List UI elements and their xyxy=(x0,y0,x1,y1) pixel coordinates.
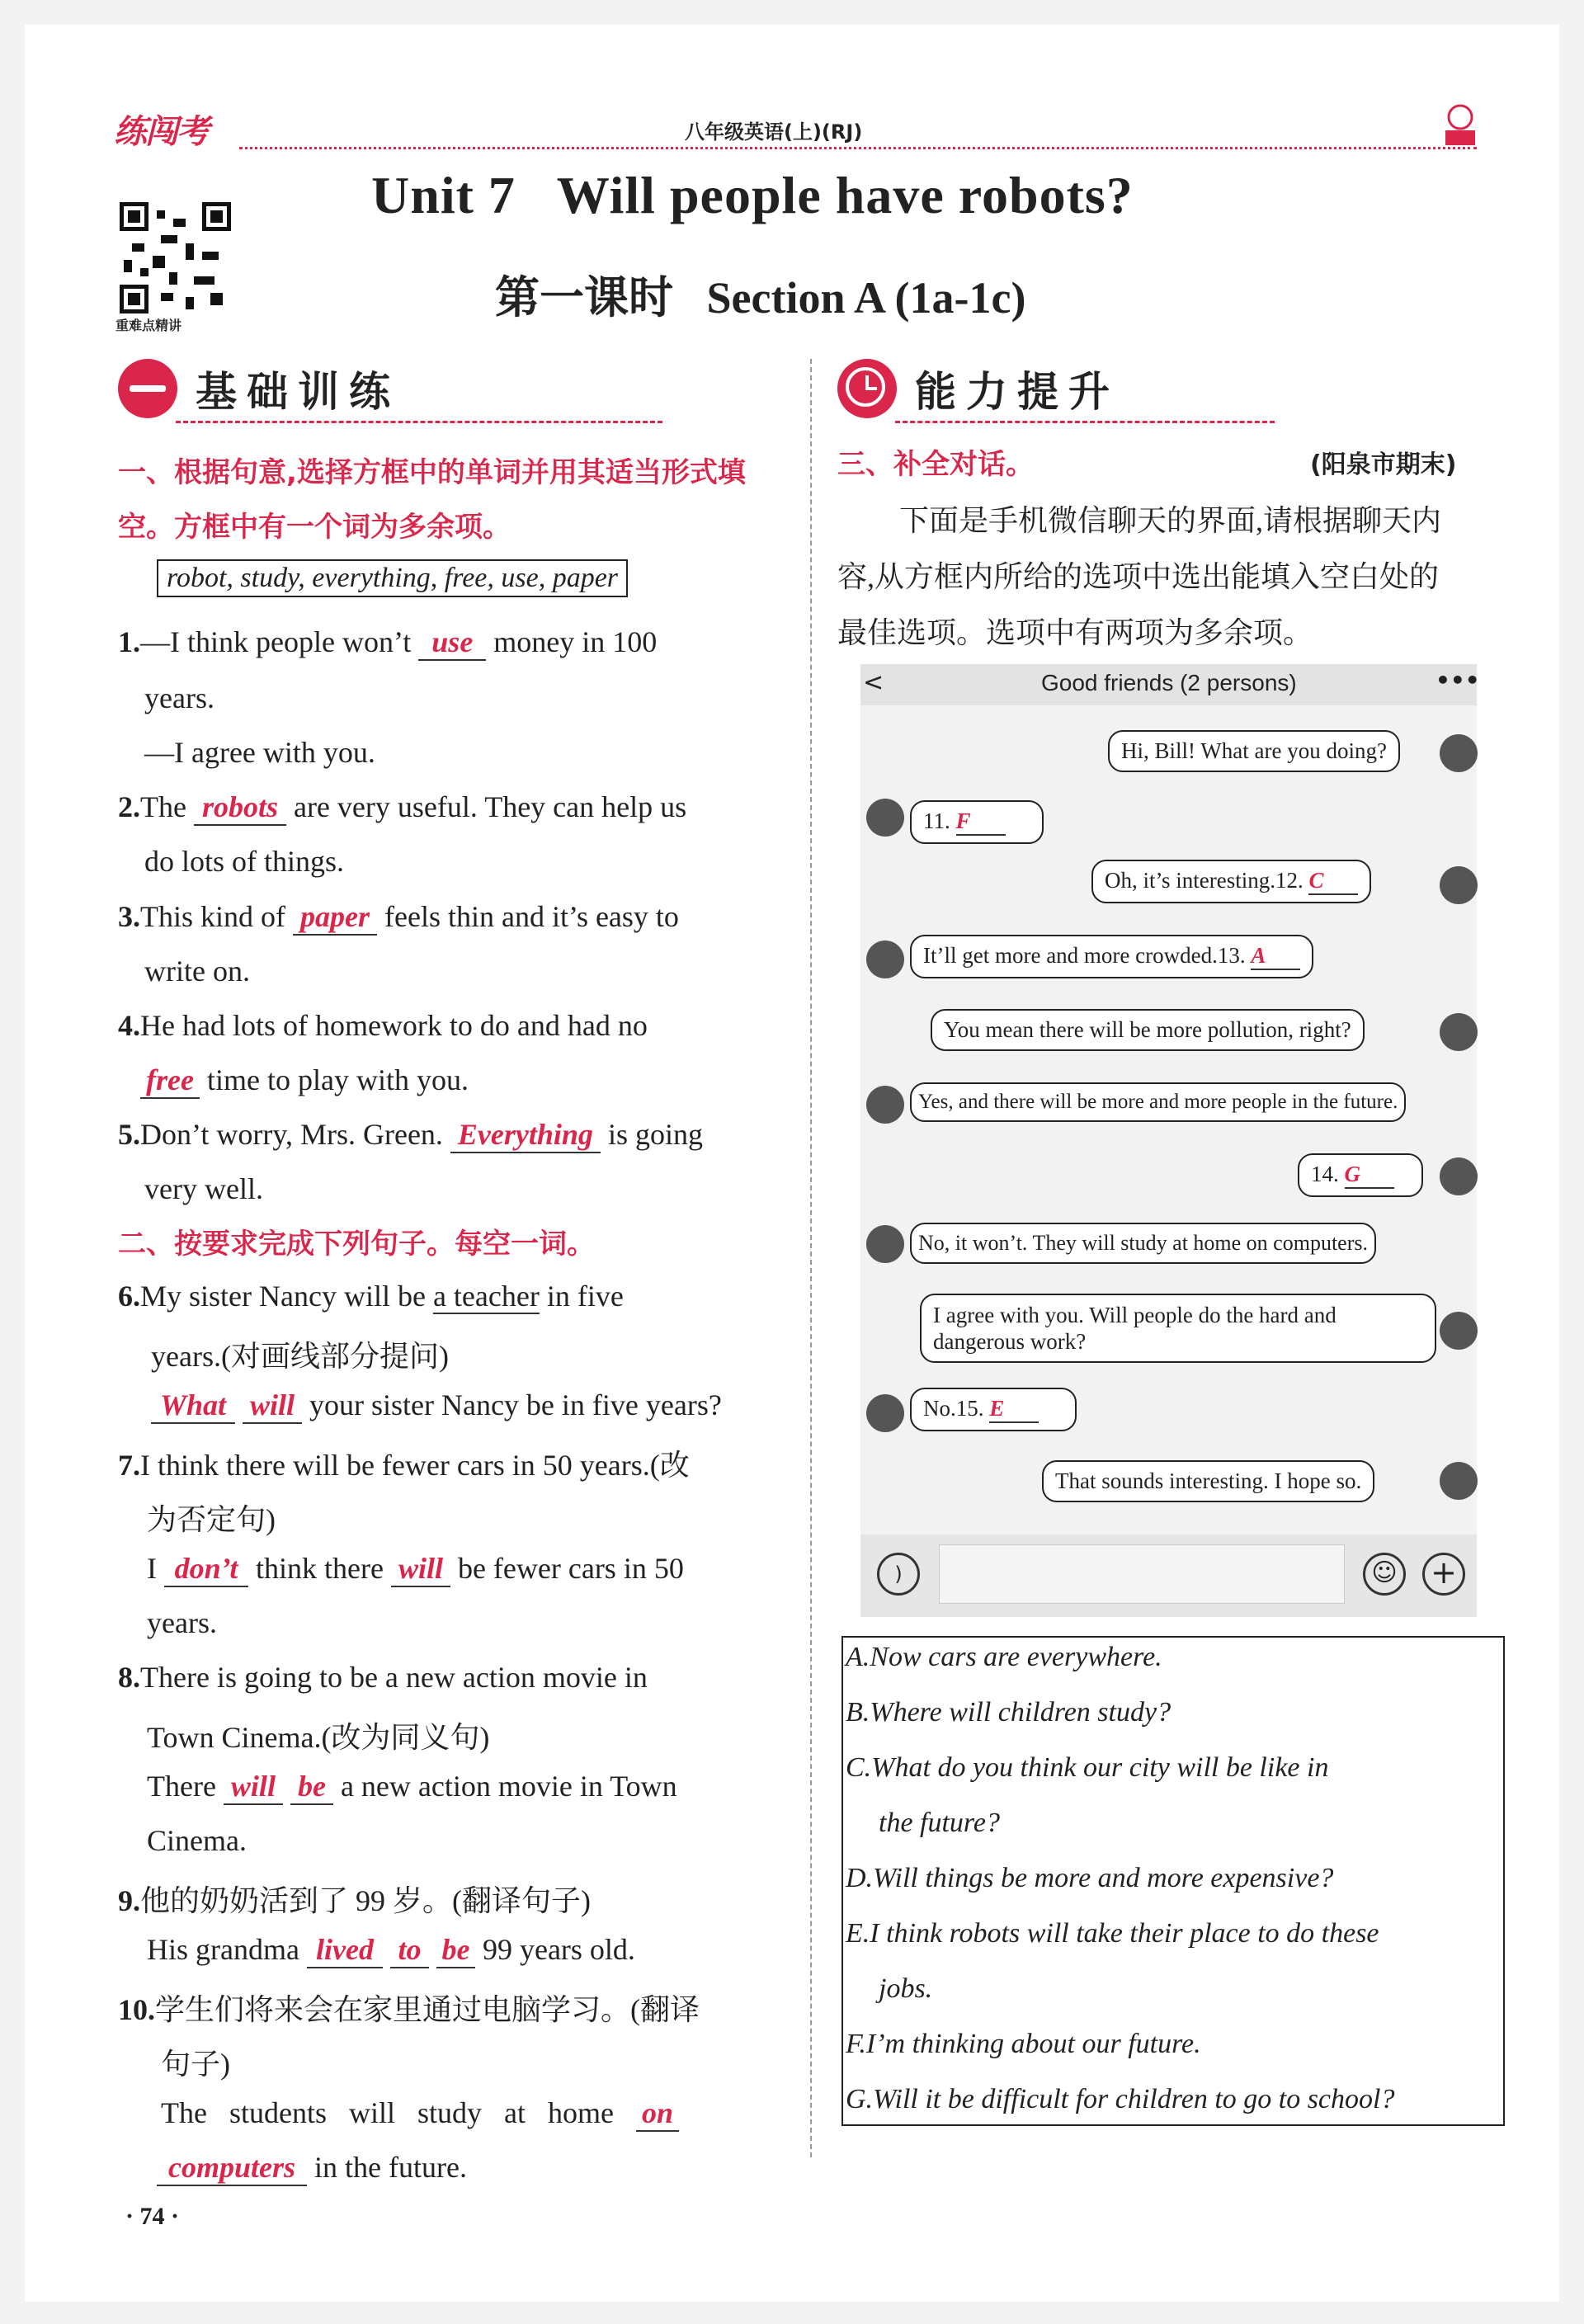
more-icon[interactable]: ••• xyxy=(1436,667,1480,694)
item-7-line2: 为否定句) xyxy=(147,1503,276,1536)
option-e: E.I think robots will take their place to do these xyxy=(846,1918,1379,1949)
back-icon[interactable]: < xyxy=(863,668,884,697)
lesson-title: 第一课时 Section A (1a-1c) xyxy=(495,273,1026,323)
column-divider xyxy=(810,359,812,2157)
answer-3[interactable]: paper xyxy=(293,899,377,936)
chat-message-6: Yes, and there will be more and more people in the future. xyxy=(910,1082,1406,1122)
plus-icon[interactable]: + xyxy=(1422,1553,1465,1596)
answer-7a[interactable]: don’t xyxy=(164,1551,248,1587)
intro-line2: 容,从方框内所给的选项中选出能填入空白处的 xyxy=(837,560,1440,593)
avatar-bill-icon xyxy=(866,940,904,978)
avatar-friend-icon xyxy=(1440,734,1478,772)
item-4: 4.He had lots of homework to do and had no xyxy=(118,1009,648,1042)
book-title: 八年级英语(上)(RJ) xyxy=(685,120,863,144)
answer-9b[interactable]: to xyxy=(390,1932,429,1968)
section-title-ability: 能力提升 xyxy=(915,368,1120,416)
section-title-basic: 基础训练 xyxy=(196,368,400,416)
chat-message-1: Hi, Bill! What are you doing? xyxy=(1108,730,1400,772)
item-2: 2.The robots are very useful. They can help us xyxy=(118,790,686,826)
chat-message-9: I agree with you. Will people do the hard and dangerous work? xyxy=(920,1294,1436,1363)
chat-message-3: Oh, it’s interesting.12. C xyxy=(1091,860,1371,903)
unit-title: Unit 7 Will people have robots? xyxy=(371,166,1134,224)
answer-12[interactable]: C xyxy=(1308,868,1358,895)
option-g: G.Will it be difficult for children to go to school? xyxy=(846,2084,1395,2114)
item-6: 6.My sister Nancy will be a teacher in five xyxy=(118,1280,624,1313)
qr-code-icon[interactable] xyxy=(120,202,231,313)
answer-11[interactable]: F xyxy=(956,808,1006,836)
page-number: · 74 · xyxy=(125,2203,180,2230)
avatar-friend-icon xyxy=(1440,1312,1478,1350)
mascot-icon xyxy=(1436,99,1485,148)
answer-13[interactable]: A xyxy=(1251,943,1300,970)
answer-10b[interactable]: computers xyxy=(157,2150,307,2186)
item-6-answer-line: What will your sister Nancy be in five years? xyxy=(151,1388,722,1424)
answer-2[interactable]: robots xyxy=(194,790,286,826)
chat-title: Good friends (2 persons) xyxy=(1041,670,1297,695)
chat-message-5: You mean there will be more pollution, right? xyxy=(931,1009,1365,1051)
avatar-friend-icon xyxy=(1440,866,1478,904)
item-1-line2: years. xyxy=(144,681,214,714)
chat-message-2: 11. F xyxy=(910,800,1044,844)
item-3-line2: write on. xyxy=(144,955,250,988)
pencil-icon xyxy=(118,359,177,418)
option-c: C.What do you think our city will be like in xyxy=(846,1752,1329,1783)
intro-line1: 下面是手机微信聊天的界面,请根据聊天内 xyxy=(899,504,1442,537)
option-e-line2: jobs. xyxy=(879,1973,933,2004)
chat-message-8: No, it won’t. They will study at home on computers. xyxy=(910,1223,1376,1264)
item-3: 3.This kind of paper feels thin and it’s easy to xyxy=(118,899,679,936)
option-a: A.Now cars are everywhere. xyxy=(846,1642,1162,1672)
avatar-bill-icon xyxy=(866,1225,904,1263)
item-9: 9.他的奶奶活到了 99 岁。(翻译句子) xyxy=(118,1884,591,1917)
section-ability xyxy=(837,359,1120,418)
item-7: 7.I think there will be fewer cars in 50 years.(改 xyxy=(118,1449,690,1482)
chat-message-10: No.15. E xyxy=(910,1388,1077,1431)
answer-8b[interactable]: be xyxy=(290,1769,333,1805)
avatar-bill-icon xyxy=(866,1394,904,1432)
answer-6a[interactable]: What xyxy=(151,1388,235,1424)
item-5-line2: very well. xyxy=(144,1172,263,1205)
voice-icon[interactable]: ) xyxy=(877,1553,920,1596)
item-2-line2: do lots of things. xyxy=(144,845,345,878)
item-8-answer-line: There will be a new action movie in Town xyxy=(147,1769,677,1805)
chat-message-11: That sounds interesting. I hope so. xyxy=(1042,1460,1374,1502)
emoji-icon[interactable]: ☺ xyxy=(1363,1553,1406,1596)
item-9-answer-line: His grandma lived to be 99 years old. xyxy=(147,1932,635,1968)
word-box: robot, study, everything, free, use, paper xyxy=(157,559,628,597)
source-label: (阳泉市期末) xyxy=(1310,450,1457,479)
answer-9c[interactable]: be xyxy=(436,1932,475,1968)
part1-heading: 一、根据句意,选择方框中的单词并用其适当形式填空。方框中有一个词为多余项。 xyxy=(118,456,746,544)
item-10-answer-line: The students will study at home on xyxy=(161,2095,679,2132)
item-8-line4: Cinema. xyxy=(147,1824,247,1857)
clock-icon xyxy=(837,359,897,418)
item-10: 10.学生们将来会在家里通过电脑学习。(翻译 xyxy=(118,1993,700,2026)
part2-heading: 二、按要求完成下列句子。每空一词。 xyxy=(118,1228,595,1261)
avatar-friend-icon xyxy=(1440,1157,1478,1195)
avatar-friend-icon xyxy=(1440,1013,1478,1051)
answer-8a[interactable]: will xyxy=(224,1769,283,1805)
chat-message-4: It’ll get more and more crowded.13. A xyxy=(910,935,1313,978)
header-divider xyxy=(239,147,1477,149)
option-c-line2: the future? xyxy=(879,1808,1000,1838)
message-input[interactable] xyxy=(939,1544,1345,1604)
answer-4[interactable]: free xyxy=(140,1063,200,1099)
answer-14[interactable]: G xyxy=(1345,1162,1394,1189)
option-b: B.Where will children study? xyxy=(846,1697,1172,1728)
brand-logo: 练闯考 xyxy=(114,113,208,151)
item-5: 5.Don’t worry, Mrs. Green. Everything is going xyxy=(118,1117,703,1153)
qr-caption: 重难点精讲 xyxy=(116,318,182,333)
chat-message-7: 14. G xyxy=(1298,1153,1423,1197)
avatar-bill-icon xyxy=(866,799,904,837)
answer-6b[interactable]: will xyxy=(243,1388,302,1424)
item-1: 1.—I think people won’t use money in 100 xyxy=(118,625,657,661)
item-8-line2: Town Cinema.(改为同义句) xyxy=(147,1721,490,1754)
item-4-line2: free time to play with you. xyxy=(140,1063,469,1099)
item-6-line2: years.(对画线部分提问) xyxy=(151,1340,449,1373)
item-7-answer-line: I don’t think there will be fewer cars in 50 xyxy=(147,1551,684,1587)
avatar-bill-icon xyxy=(866,1086,904,1124)
part3-heading: 三、补全对话。 xyxy=(837,448,1034,481)
item-1-line3: —I agree with you. xyxy=(144,736,375,769)
answer-9a[interactable]: lived xyxy=(307,1932,383,1968)
avatar-friend-icon xyxy=(1440,1462,1478,1500)
answer-10a[interactable]: on xyxy=(636,2095,679,2132)
item-8: 8.There is going to be a new action movie in xyxy=(118,1661,648,1694)
option-f: F.I’m thinking about our future. xyxy=(846,2029,1201,2059)
item-7-line4: years. xyxy=(147,1606,217,1639)
item-10-line4: computers in the future. xyxy=(157,2150,467,2186)
answer-7b[interactable]: will xyxy=(391,1551,450,1587)
option-d: D.Will things be more and more expensive? xyxy=(846,1863,1334,1893)
answer-1[interactable]: use xyxy=(418,625,486,661)
answer-15[interactable]: E xyxy=(989,1396,1039,1423)
answer-5[interactable]: Everything xyxy=(450,1117,601,1153)
intro-line3: 最佳选项。选项中有两项为多余项。 xyxy=(837,616,1313,649)
section-basic-training xyxy=(118,359,400,418)
item-10-line2: 句子) xyxy=(161,2048,230,2081)
